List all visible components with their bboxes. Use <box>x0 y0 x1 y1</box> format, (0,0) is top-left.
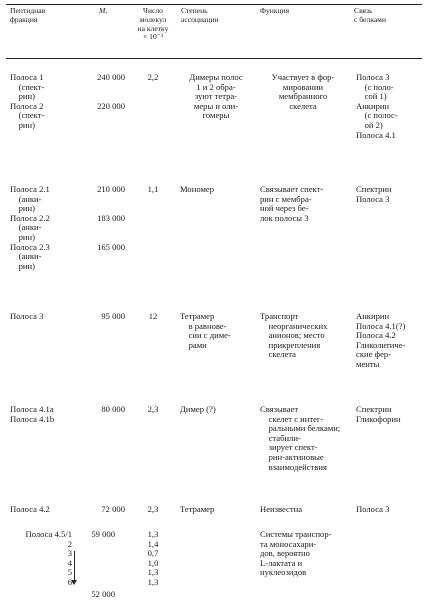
row-5-association: Тетрамер <box>180 504 215 514</box>
header-mr: M, <box>99 6 108 15</box>
row-5-fraction: Полоса 4.2 <box>10 504 50 514</box>
header-binding: Связь с белками <box>354 6 387 24</box>
row-5-binding: Полоса 3 <box>356 504 390 514</box>
range-arrow <box>74 551 75 581</box>
row-2-function: Связывает спект- рин с мембра- ной через бе- лок полосы 3 <box>260 184 324 223</box>
row-6-counts: 1,3 1,4 0,7 1,0 1,3 1,3 <box>147 529 159 587</box>
row-3-count: 12 <box>148 311 158 321</box>
row-1-fraction: Полоса 1 (спект- рин) Полоса 2 (спект- рин) <box>10 72 45 130</box>
row-3-function: Транспорт неорганических анионов; место прикрепления скелета <box>260 311 328 360</box>
row-6-fraction: Полоса 4.5/1 2 3 4 5 6 <box>25 529 72 587</box>
row-1-binding: Полоса 3 (с поло- сой 1) Анкирин (с полос- ой 2) Полоса 4.1 <box>356 72 398 140</box>
row-1-mr: 240 000 220 000 <box>97 72 125 111</box>
row-2-mr: 210 000 183 000 165 000 <box>97 184 125 252</box>
row-1-association: Димеры полос 1 и 2 обра- зуют тетра- меры и оли- гомеры <box>189 72 243 121</box>
row-4-count: 2,3 <box>147 404 159 414</box>
header-count: Число молекул на клетку × 10⁻³ <box>137 6 169 42</box>
row-4-fraction: Полоса 4.1a Полоса 4.1b <box>10 404 55 424</box>
row-5-function: Неизвестна <box>260 504 303 514</box>
header-rule <box>6 58 422 59</box>
row-2-binding: Спектрин Полоса 3 <box>356 184 392 204</box>
row-6-mr-top: 59 000 <box>91 529 115 539</box>
row-2-fraction: Полоса 2.1 (анки- рин) Полоса 2.2 (анки- рин) Полоса 2.3 (анки- рин) <box>10 184 50 271</box>
row-3-binding: Анкирин Полоса 4.1(?) Полоса 4.2 Гликолитиче- ские фер- менты <box>356 311 406 369</box>
row-3-association: Тетрамер в равнове- сии с диме- рами <box>180 311 231 350</box>
row-4-function: Связывает скелет с интег- ральными белками; стабили- зирует спект- рин-актиновые взаимодействия <box>260 404 341 472</box>
header-fraction: Пептидная фракция <box>10 6 46 24</box>
row-1-count: 2,2 <box>147 72 159 82</box>
header-function: Функция <box>260 6 290 15</box>
row-2-count: 1,1 <box>147 184 159 194</box>
row-4-binding: Спектрин Гликофорин <box>356 404 401 424</box>
row-3-fraction: Полоса 3 <box>10 311 44 321</box>
row-6-mr-bottom: 52 000 <box>91 589 115 599</box>
row-2-association: Мономер <box>180 184 215 194</box>
row-4-association: Димер (?) <box>180 404 216 414</box>
row-3-mr: 95 000 <box>101 311 125 321</box>
row-1-function: Участвует в фор- мировании мембранного скелета <box>271 72 335 111</box>
table-top-rule <box>6 4 422 5</box>
header-association: Степень ассоциации <box>181 6 219 24</box>
row-4-mr: 80 000 <box>101 404 125 414</box>
row-5-mr: 72 000 <box>101 504 125 514</box>
row-6-function: Системы транспор- та моносахари- дов, вероятно L-лактата и нуклеозидов <box>260 529 332 578</box>
row-5-count: 2,3 <box>147 504 159 514</box>
